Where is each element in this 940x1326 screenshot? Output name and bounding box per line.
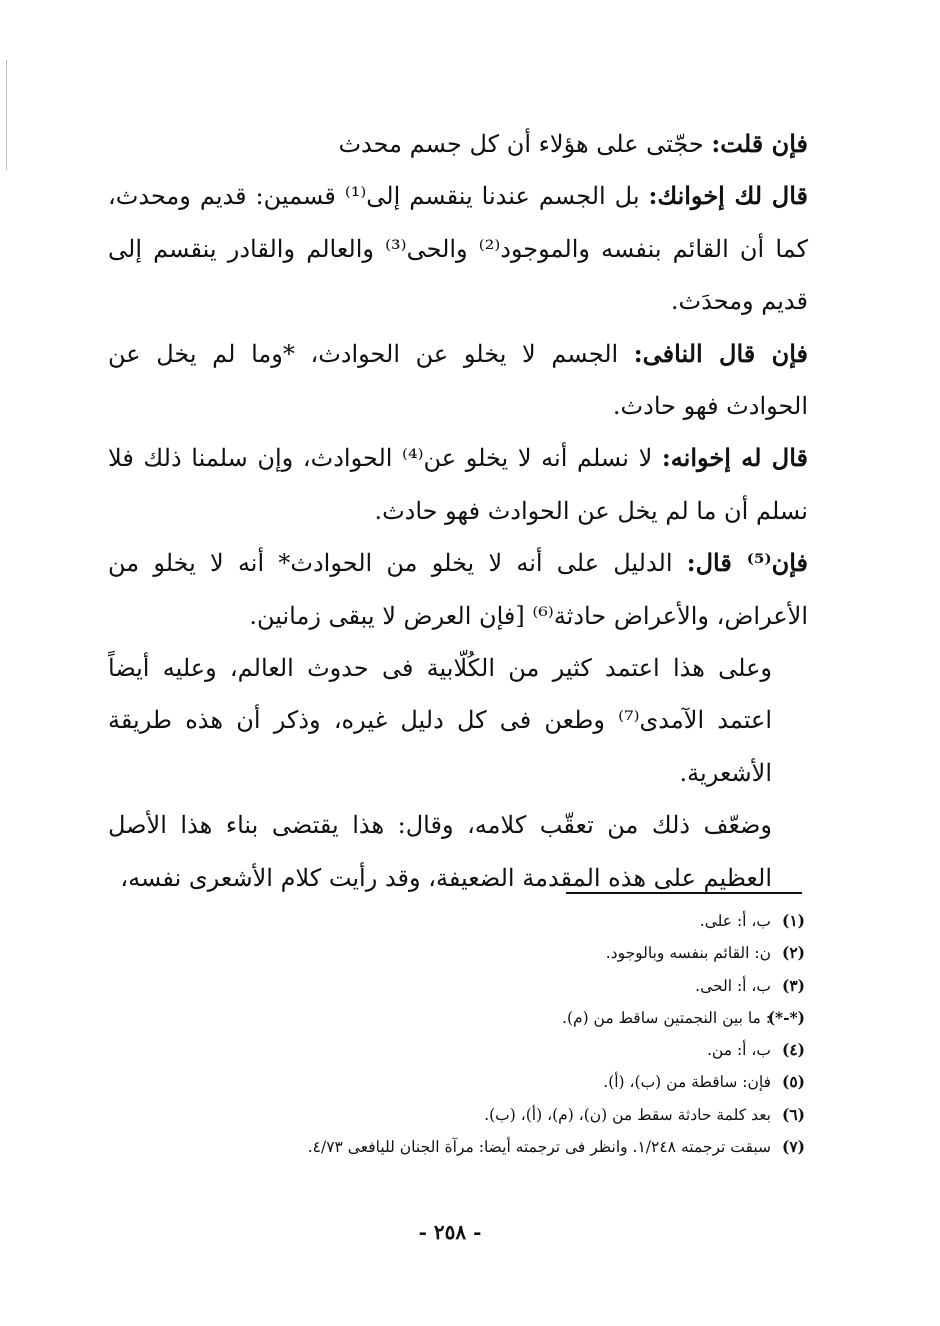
footnote-number: (٣) xyxy=(781,975,805,995)
footnote-6 xyxy=(150,1099,805,1131)
footnote-5 xyxy=(150,1066,805,1098)
paragraph-1 xyxy=(108,118,808,170)
paragraph-text: بل الجسم عندنا ينقسم إلى⁽¹⁾ قسمين: قديم ومحدث، كما أن القائم بنفسه والموجود⁽²⁾ والحى⁽³⁾ والعالم والقادر ينقسم إلى قديم ومحدَث. xyxy=(108,182,808,316)
paragraph-5 xyxy=(108,537,808,642)
footnote-separator xyxy=(566,892,802,894)
footnote-number: (٢) xyxy=(781,943,805,963)
footnote-1 xyxy=(150,905,805,937)
paragraph-4 xyxy=(108,432,808,537)
paragraph-lead: فإن قال النافى: xyxy=(633,338,808,368)
footnote-number: (١) xyxy=(781,911,805,930)
footnote-number: (٤) xyxy=(781,1040,805,1060)
footnote-number: (٦) xyxy=(781,1104,805,1124)
paragraph-7 xyxy=(108,799,808,904)
paragraph-lead: فإن قلت: xyxy=(711,129,808,158)
paragraph-2 xyxy=(108,170,808,327)
footnote-text: بعد كلمة حادثة سقط من (ن)، (م)، (أ)، (ب). xyxy=(484,1105,771,1124)
footnote-number: (*-*) xyxy=(767,1007,805,1027)
footnote-number: (٧) xyxy=(781,1137,805,1157)
footnote-text: ن: القائم بنفسه وبالوجود. xyxy=(605,944,771,963)
footnote-text: ب، أ: الحى. xyxy=(695,976,771,995)
paragraph-text: الدليل على أنه لا يخلو من الحوادث* أنه لا يخلو من الأعراض، والأعراض حادثة⁽⁶⁾ [فإن العرض لا يبقى زمانين. xyxy=(108,549,808,630)
footnote-text: سبقت ترجمته ١/٢٤٨. وانظر فى ترجمته أيضا: مرآة الجنان لليافعى ٤/٧٣. xyxy=(307,1138,771,1157)
footnote-text: : ما بين النجمتين ساقط من (م). xyxy=(562,1008,771,1027)
footnote-text: فإن: ساقطة من (ب)، (أ). xyxy=(603,1073,771,1092)
footnote-7 xyxy=(150,1131,805,1163)
footnote-3 xyxy=(150,970,805,1002)
paragraph-text: وضعّف ذلك من تعقّب كلامه، وقال: هذا يقتضى بناء هذا الأصل العظيم على هذه المقدمة الضعيفة، وقد رأيت كلام الأشعرى نفسه، xyxy=(108,811,772,892)
main-text xyxy=(108,118,808,904)
paragraph-text: وعلى هذا اعتمد كثير من الكُلّابية فى حدوث العالم، وعليه أيضاً اعتمد الآمدى⁽⁷⁾ وطعن فى كل دليل غيره، وذكر أن هذه طريقة الأشعرية. xyxy=(108,654,772,787)
footnotes xyxy=(150,905,805,1163)
footnote-text: ب، أ: على. xyxy=(699,912,771,930)
footnote-text: ب، أ: من. xyxy=(706,1041,771,1060)
paragraph-lead: فإن⁽⁵⁾ قال: xyxy=(686,548,808,578)
page-edge-mark xyxy=(6,60,7,170)
paragraph-text: الجسم لا يخلو عن الحوادث، *وما لم يخل عن الحوادث فهو حادث. xyxy=(108,339,808,421)
paragraph-text: لا نسلم أنه لا يخلو عن⁽⁴⁾ الحوادث، وإن سلمنا ذلك فلا نسلم أن ما لم يخل عن الحوادث فهو حادث. xyxy=(108,444,808,525)
page-number: - ٢٥٨ - xyxy=(418,1220,482,1244)
footnote-4 xyxy=(150,1034,805,1066)
paragraph-3 xyxy=(108,328,808,433)
paragraph-6 xyxy=(108,642,808,799)
paragraph-lead: قال له إخوانه: xyxy=(661,443,808,473)
paragraph-lead: قال لك إخوانك: xyxy=(648,181,808,211)
footnote-number: (٥) xyxy=(781,1072,805,1092)
footnote-2 xyxy=(150,937,805,969)
paragraph-text: حجّتى على هؤلاء أن كل جسم محدث xyxy=(338,130,712,158)
footnote-star xyxy=(150,1002,805,1034)
